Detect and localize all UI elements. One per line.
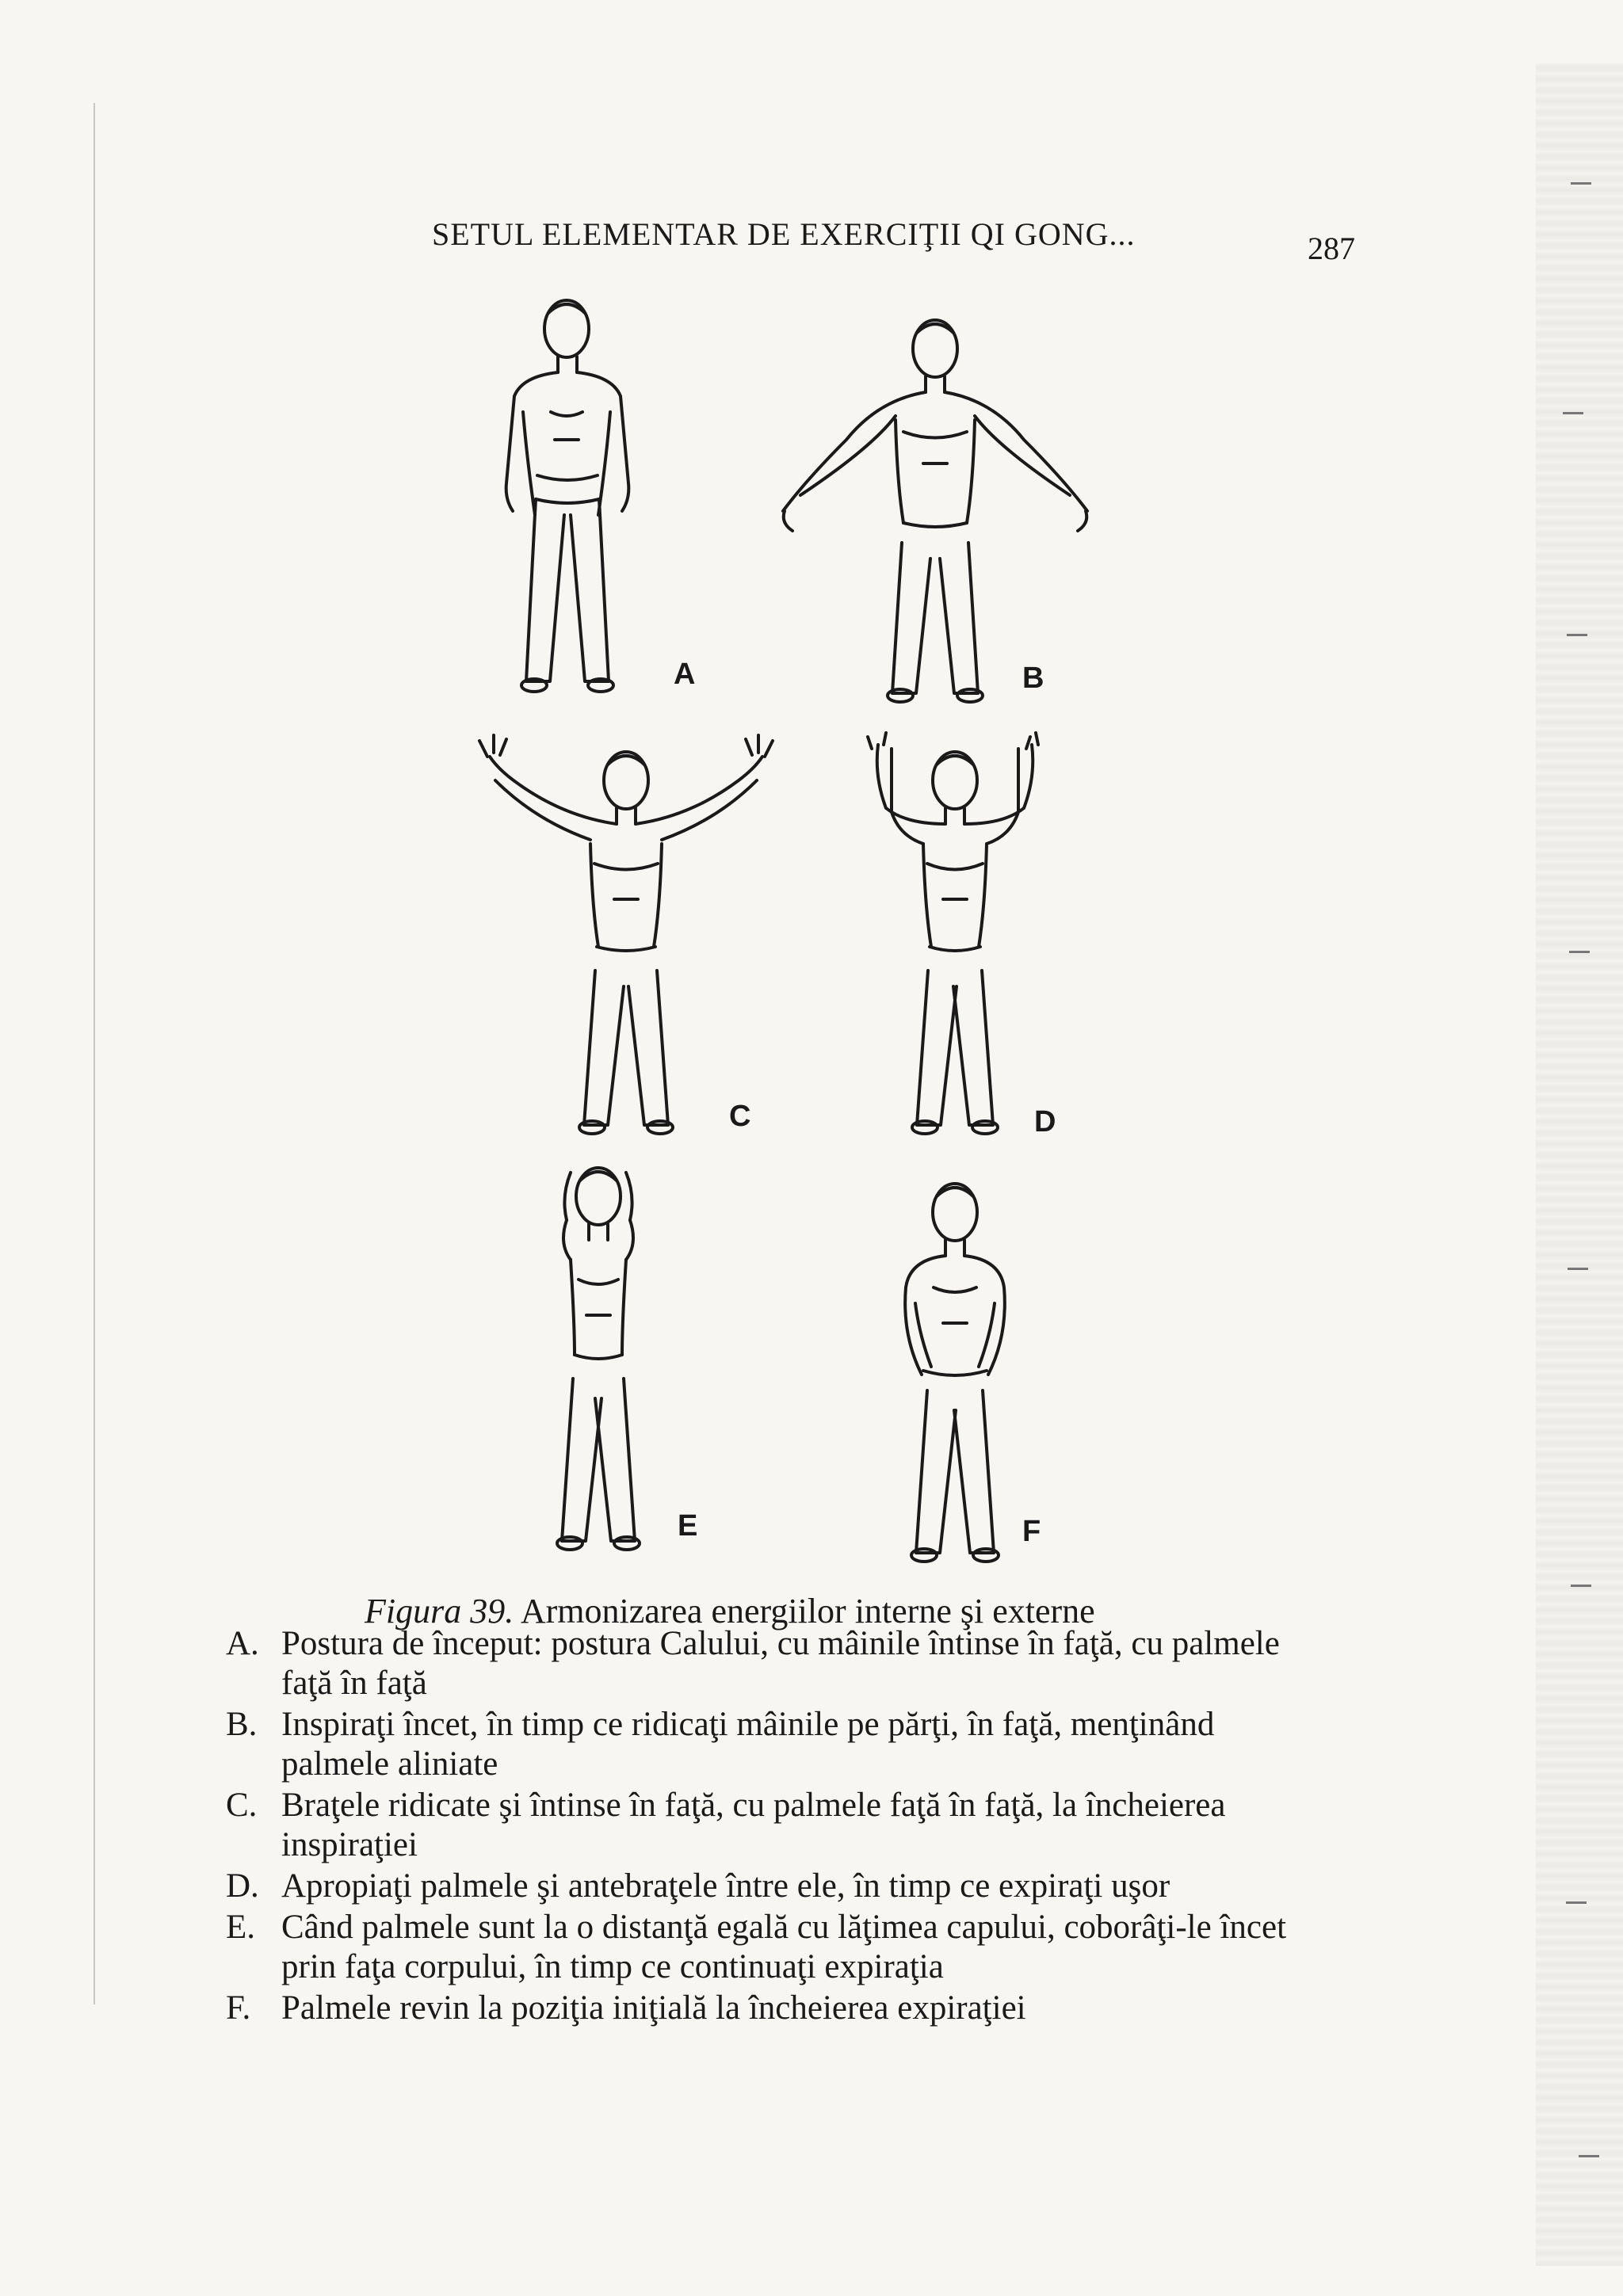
step-letter: A. bbox=[226, 1625, 259, 1662]
figure-label-f: F bbox=[1022, 1515, 1041, 1548]
figure-f-illustration bbox=[864, 1169, 1046, 1565]
step-text: Braţele ridicate şi întinse în faţă, cu palmele faţă în faţă, la încheierea inspiraţiei bbox=[281, 1787, 1226, 1863]
figure-label-d: D bbox=[1034, 1105, 1056, 1138]
edge-tick bbox=[1579, 2155, 1599, 2157]
step-letter: D. bbox=[226, 1867, 259, 1905]
step-text: Palmele revin la poziţia iniţială la încheierea expiraţiei bbox=[281, 1989, 1026, 2027]
step-item-c bbox=[226, 1786, 1319, 1865]
edge-tick bbox=[1568, 1268, 1588, 1270]
figure-e-illustration bbox=[507, 1149, 689, 1553]
scan-margin-line bbox=[94, 103, 95, 2004]
figure-c-illustration bbox=[472, 733, 789, 1137]
step-text: Inspiraţi încet, în timp ce ridicaţi mâinile pe părţi, în faţă, menţinând palmele aliniate bbox=[281, 1706, 1215, 1783]
figure-e bbox=[507, 1149, 689, 1553]
step-item-b bbox=[226, 1705, 1319, 1784]
step-letter: F. bbox=[226, 1989, 251, 2027]
figure-a bbox=[475, 285, 666, 697]
figure-title: Armonizarea energiilor interne şi externe bbox=[520, 1592, 1095, 1630]
step-text: Apropiaţi palmele şi antebraţele între ele, în timp ce expiraţi uşor bbox=[281, 1867, 1170, 1905]
figure-label-a: A bbox=[674, 658, 696, 691]
figure-b bbox=[777, 305, 1094, 701]
figure-d bbox=[860, 733, 1050, 1137]
edge-tick bbox=[1567, 634, 1587, 636]
step-letter: C. bbox=[226, 1787, 258, 1824]
running-title: SETUL ELEMENTAR DE EXERCIŢII QI GONG... bbox=[432, 216, 1136, 252]
figure-reference: Figura 39. bbox=[365, 1592, 514, 1630]
edge-tick bbox=[1571, 1585, 1591, 1587]
step-letter: B. bbox=[226, 1706, 258, 1743]
step-item-f bbox=[226, 1989, 1319, 2028]
figure-a-illustration bbox=[475, 285, 666, 697]
page-edge-strip bbox=[1536, 63, 1623, 2266]
figure-b-illustration bbox=[777, 305, 1094, 701]
step-item-e bbox=[226, 1908, 1319, 1987]
step-item-d bbox=[226, 1867, 1319, 1906]
figure-label-c: C bbox=[729, 1100, 751, 1133]
edge-tick bbox=[1563, 412, 1583, 414]
figure-f bbox=[864, 1169, 1046, 1565]
step-text: Postura de început: postura Calului, cu mâinile întinse în faţă, cu palmele faţă în faţă bbox=[281, 1625, 1280, 1702]
figure-label-b: B bbox=[1022, 662, 1044, 695]
step-item-a bbox=[226, 1624, 1319, 1703]
step-list bbox=[226, 1624, 1319, 2030]
page-number: 287 bbox=[1308, 231, 1355, 266]
edge-tick bbox=[1569, 951, 1590, 953]
figure-d-illustration bbox=[860, 733, 1050, 1137]
step-text: Când palmele sunt la o distanţă egală cu lăţimea capului, coborâţi-le încet prin faţa corpului, în timp ce continuaţi expiraţia bbox=[281, 1909, 1287, 1985]
edge-tick bbox=[1566, 1901, 1587, 1904]
figure-label-e: E bbox=[678, 1509, 698, 1543]
step-letter: E. bbox=[226, 1909, 256, 1946]
edge-tick bbox=[1571, 182, 1591, 185]
figure-c bbox=[472, 733, 789, 1137]
